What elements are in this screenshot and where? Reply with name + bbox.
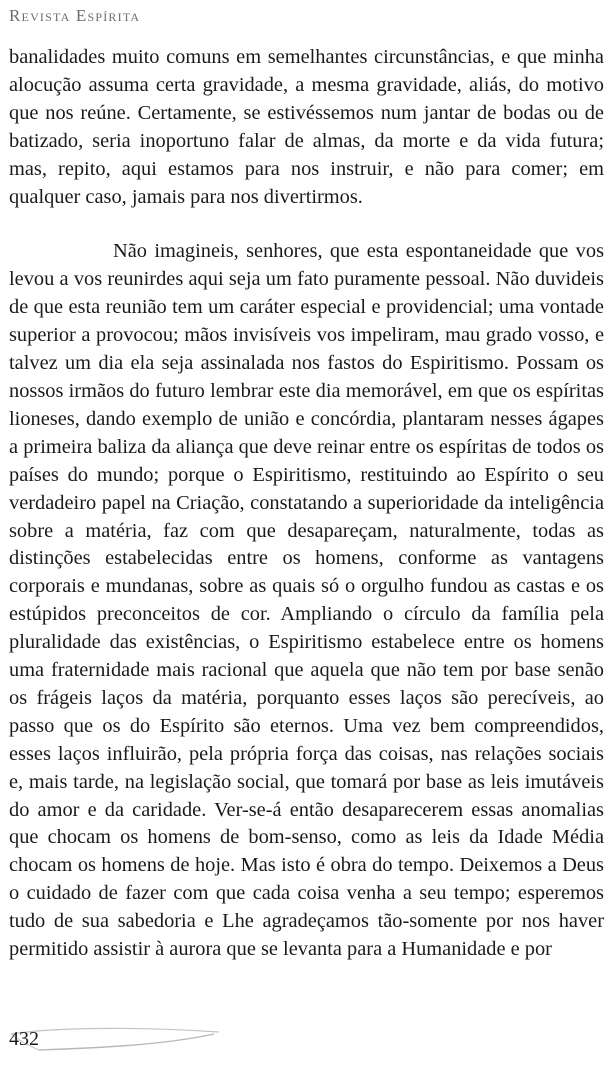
decorative-swoosh-icon — [9, 1024, 229, 1054]
page-number: 432 — [9, 1028, 39, 1050]
running-header: Revista Espírita — [9, 6, 141, 25]
page-body — [9, 44, 604, 964]
paragraph: banalidades muito comuns em semelhantes circunstâncias, e que minha alocução assuma certa gravidade, a mesma gravidade, aliás, do motivo que nos reúne. Certamente, se estivéssemos num jantar de bodas ou de batizado, seria inoportuno falar de almas, da morte e da vida futura; mas, repito, aqui estamos para nos instruir, e não para comer; em qualquer caso, jamais para nos divertirmos. — [9, 46, 604, 208]
paragraph: Não imagineis, senhores, que esta espontaneidade que vos levou a vos reunirdes aqui seja um fato puramente pessoal. Não duvideis de que esta reunião tem um caráter especial e providencial; uma vontade superior a provocou; mãos invisíveis vos impeliram, mau grado vosso, e talvez um dia ela seja assinalada nos fastos do Espiritismo. Possam os nossos irmãos do futuro lembrar este dia memorável, em que os espíritas lioneses, dando exemplo de união e concórdia, plantaram nesses ágapes a primeira baliza da aliança que deve reinar entre os espíritas de todos os países do mundo; porque o Espiritismo, restituindo ao Espírito o seu verdadeiro papel na Criação, constatando a superioridade da inteligência sobre a matéria, faz com que desapareçam, naturalmente, todas as distinções estabelecidas entre os homens, conforme as vantagens corporais e mundanas, sobre as quais só o orgulho fundou as castas e os estúpidos preconceitos de cor. Ampliando o círculo da família pela pluralidade das existências, o Espiritismo estabelece entre os homens uma fraternidade mais racional que aquela que não tem por base senão os frágeis laços da matéria, porquanto esses laços são perecíveis, ao passo que os do Espírito são eternos. Uma vez bem compreendidos, esses laços influirão, pela própria força das coisas, nas relações sociais e, mais tarde, na legislação social, que tomará por base as leis imutáveis do amor e da caridade. Ver-se-á então desaparecerem essas anomalias que chocam os homens de bom-senso, como as leis da Idade Média chocam os homens de hoje. Mas isto é obra do tempo. Deixemos a Deus o cuidado de fazer com que cada coisa venha a seu tempo; esperemos tudo de sua sabedoria e Lhe agradeçamos tão-somente por nos haver permitido assistir à aurora que se levanta para a Humanidade e por — [9, 240, 604, 961]
page-footer — [9, 1024, 229, 1054]
